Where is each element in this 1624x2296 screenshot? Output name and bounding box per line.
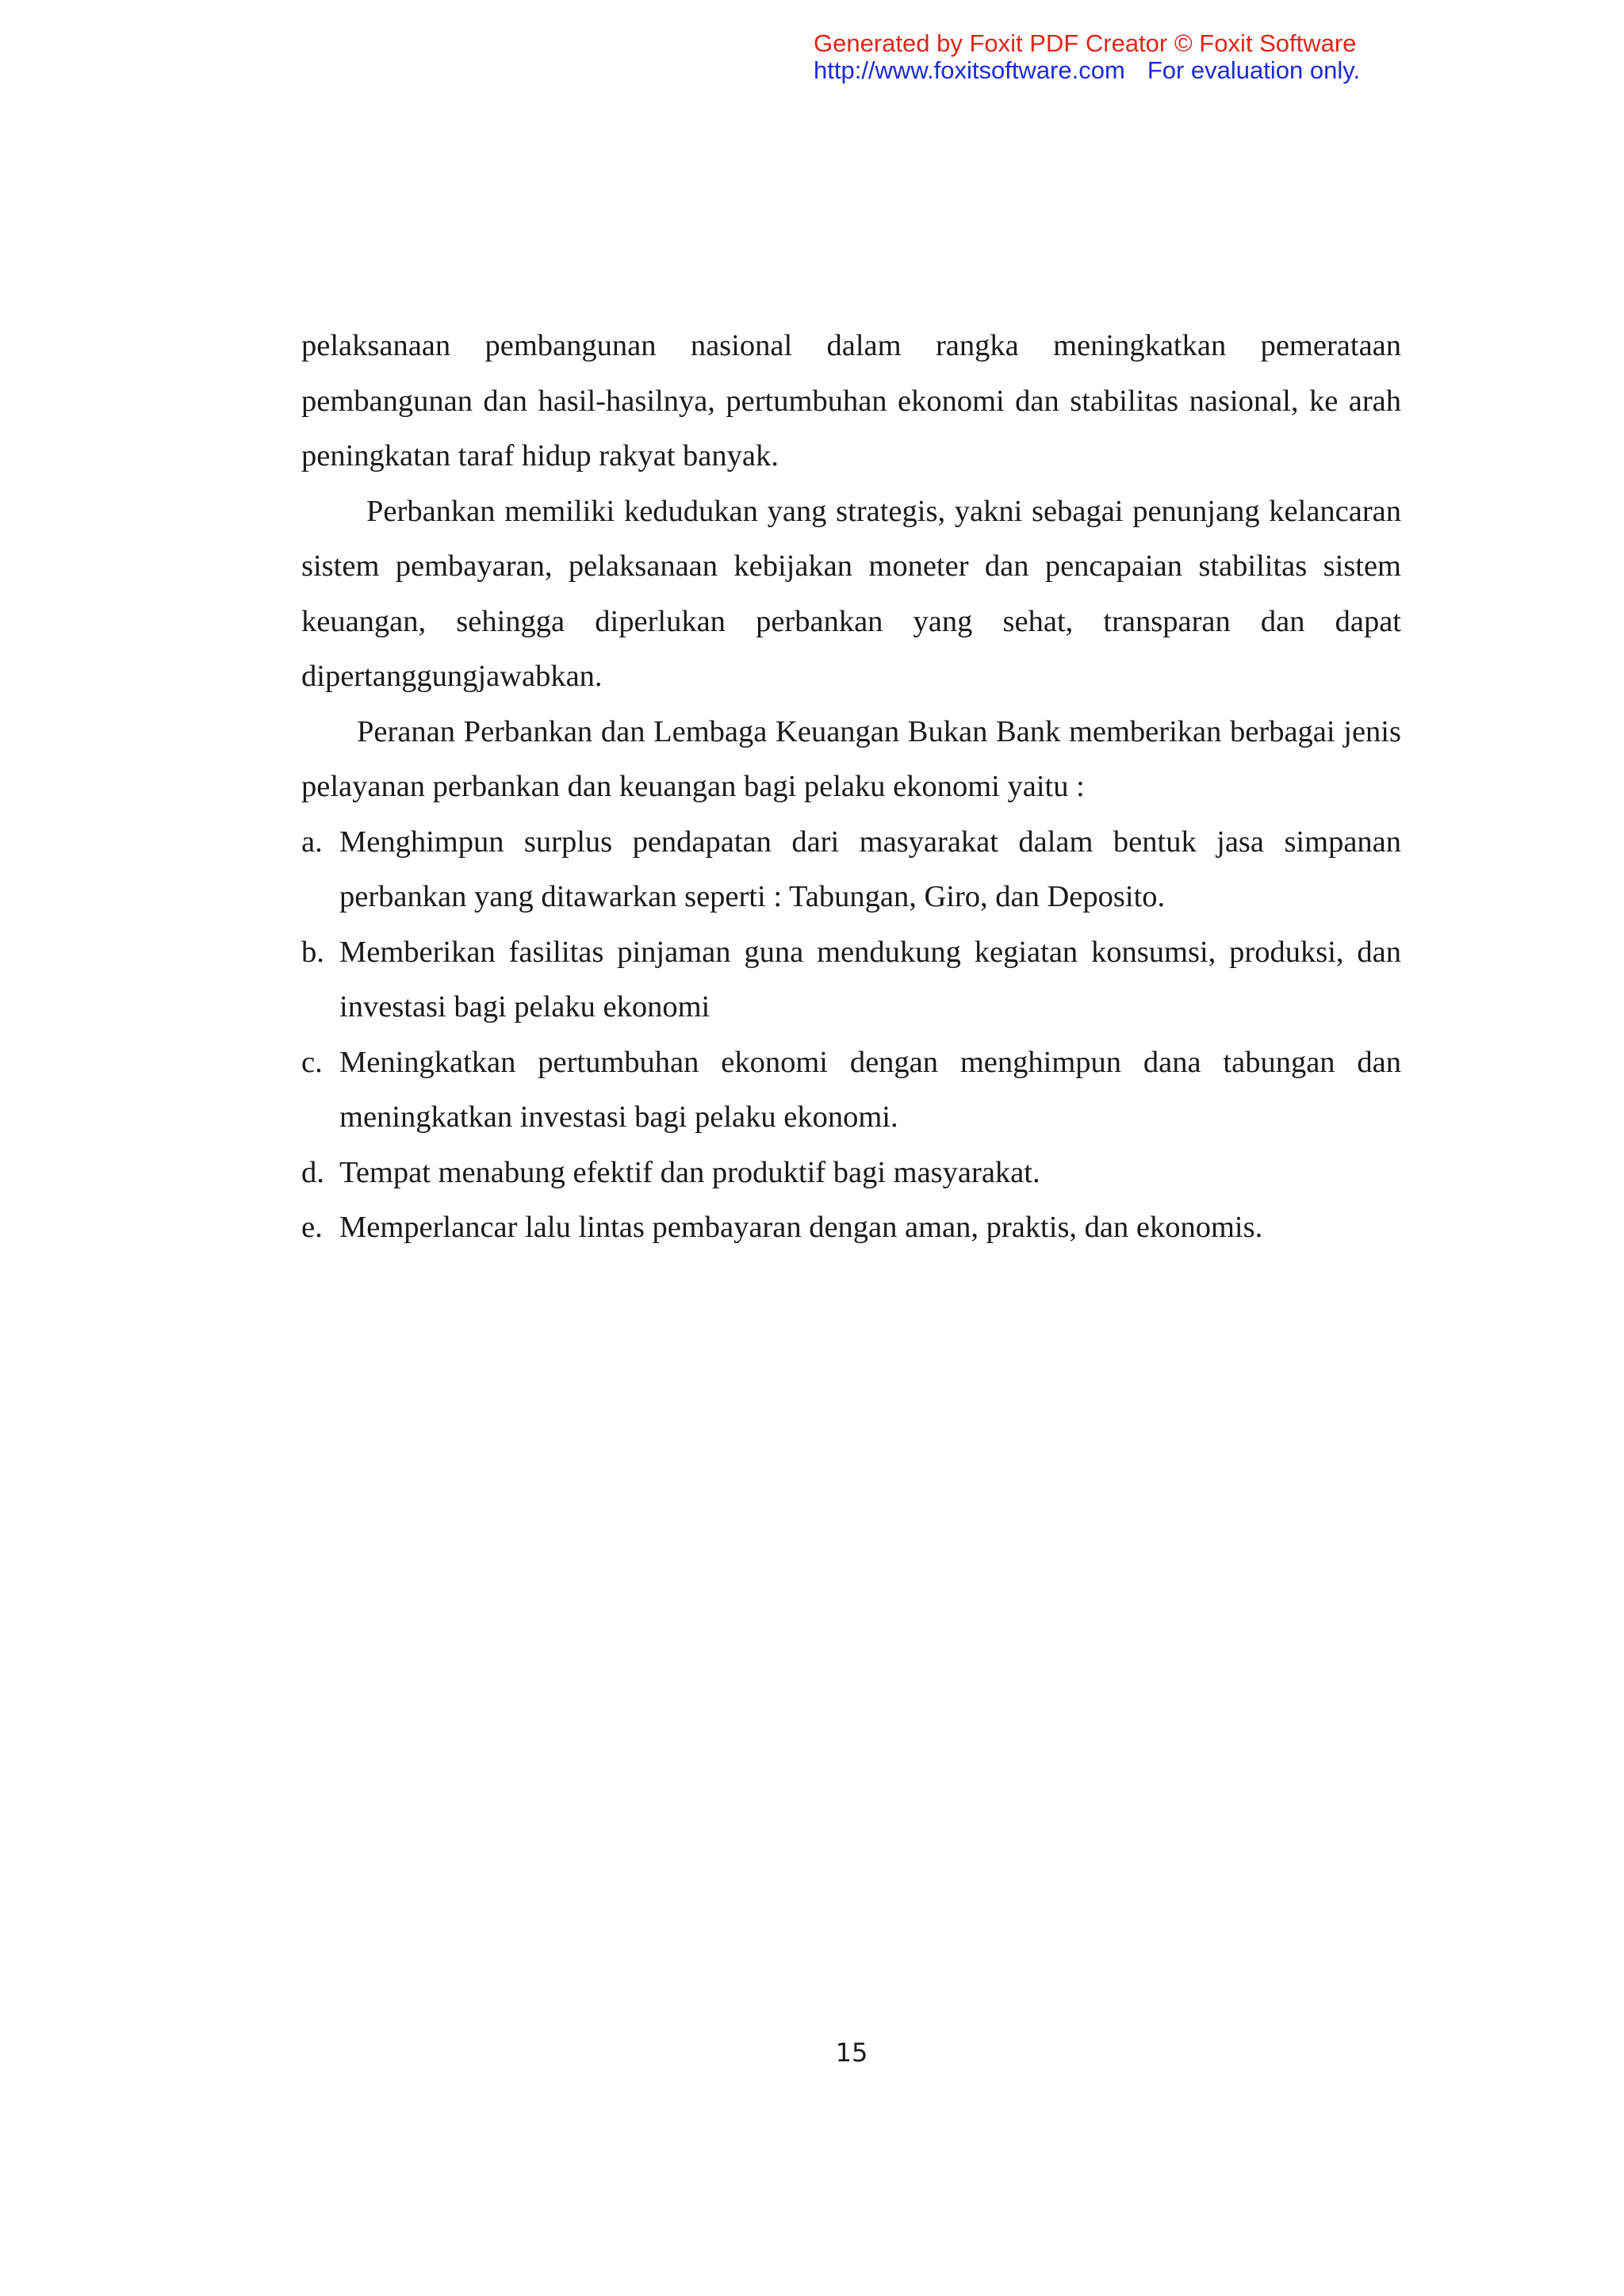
list-marker: a. xyxy=(301,825,323,859)
watermark-generated-by: Generated by Foxit PDF Creator © Foxit Software xyxy=(814,29,1357,57)
watermark-link[interactable]: http://www.foxitsoftware.com xyxy=(814,56,1125,84)
list-item xyxy=(301,1035,1401,1146)
watermark-line2 xyxy=(814,57,1360,84)
list-marker: c. xyxy=(301,1045,323,1079)
list-marker: d. xyxy=(301,1155,324,1189)
list-item-text: Menghimpun surplus pendapatan dari masyarakat dalam bentuk jasa simpanan perbankan yang ditawarkan seperti : Tabungan, Giro, dan Deposito. xyxy=(339,825,1401,913)
list-item-text: Tempat menabung efektif dan produktif bagi masyarakat. xyxy=(339,1155,1040,1189)
foxit-watermark xyxy=(814,30,1360,84)
document-body xyxy=(301,319,1401,1256)
page-number: 15 xyxy=(835,2038,868,2068)
list-item xyxy=(301,1146,1401,1201)
list-item-text: Memperlancar lalu lintas pembayaran dengan aman, praktis, dan ekonomis. xyxy=(339,1211,1263,1244)
watermark-evaluation-note: For evaluation only. xyxy=(1147,56,1361,84)
list-item-text: Meningkatkan pertumbuhan ekonomi dengan menghimpun dana tabungan dan meningkatkan investasi bagi pelaku ekonomi. xyxy=(339,1045,1401,1134)
list-marker: b. xyxy=(301,935,324,969)
list-marker: e. xyxy=(301,1211,323,1244)
paragraph-1: pelaksanaan pembangunan nasional dalam rangka meningkatkan pemerataan pembangunan dan hasil-hasilnya, pertumbuhan ekonomi dan stabilitas nasional, ke arah peningkatan taraf hidup rakyat banyak. xyxy=(301,329,1401,473)
paragraph-3: Peranan Perbankan dan Lembaga Keuangan Bukan Bank memberikan berbagai jenis pelayanan perbankan dan keuangan bagi pelaku ekonomi yaitu : xyxy=(301,714,1401,803)
list-item xyxy=(301,1200,1401,1256)
list-item xyxy=(301,925,1401,1035)
list-item xyxy=(301,815,1401,925)
paragraph-2: Perbankan memiliki kedudukan yang strategis, yakni sebagai penunjang kelancaran sistem pembayaran, pelaksanaan kebijakan moneter dan pencapaian stabilitas sistem keuangan, sehingga diperlukan perbankan yang sehat, transparan dan dapat dipertanggungjawabkan. xyxy=(301,494,1401,693)
roles-list xyxy=(301,815,1401,1256)
list-item-text: Memberikan fasilitas pinjaman guna mendukung kegiatan konsumsi, produksi, dan investasi bagi pelaku ekonomi xyxy=(339,935,1401,1024)
